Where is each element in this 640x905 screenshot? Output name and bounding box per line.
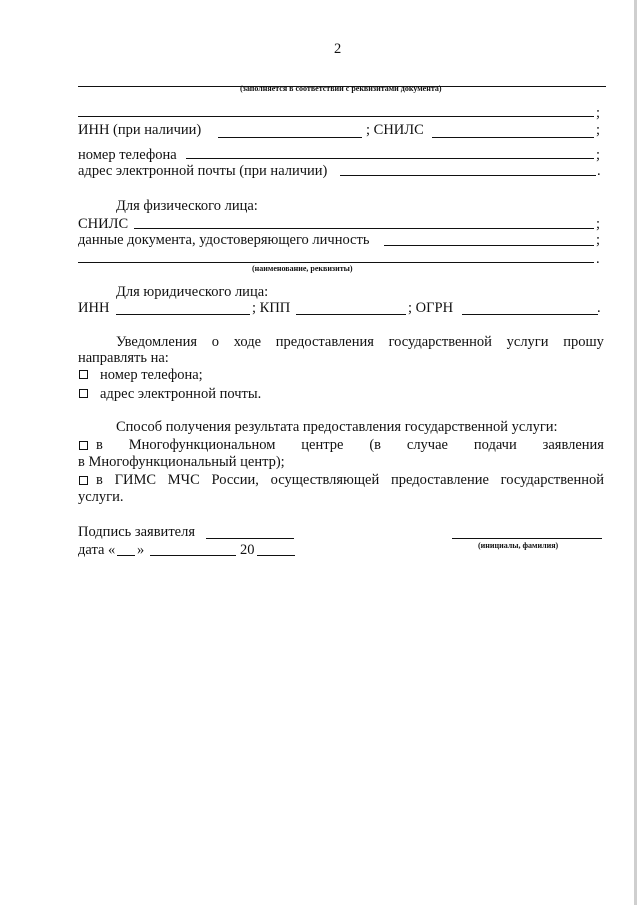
- date-label: дата «: [78, 542, 116, 558]
- date-close-quote: »: [137, 542, 145, 558]
- phone-end-semicolon: ;: [596, 147, 601, 163]
- page-edge-shadow: [634, 0, 637, 905]
- legal-kpp-input-line[interactable]: [296, 314, 406, 315]
- word: предоставление: [390, 472, 489, 488]
- blank-fill-line: [78, 116, 594, 117]
- snils-label: ; СНИЛС: [366, 122, 424, 138]
- individual-snils-input-line[interactable]: [134, 228, 594, 229]
- phone-input-line[interactable]: [186, 158, 594, 159]
- caption-name-requisites: (наименование, реквизиты): [252, 264, 353, 273]
- signature-input-line[interactable]: [206, 538, 294, 539]
- word: России,: [211, 472, 259, 488]
- date-year-prefix: 20: [240, 542, 255, 558]
- word: ГИМС: [114, 472, 157, 488]
- word: подачи: [473, 437, 517, 453]
- email-input-line[interactable]: [340, 175, 596, 176]
- date-month-input-line[interactable]: [150, 555, 236, 556]
- legal-inn-input-line[interactable]: [116, 314, 250, 315]
- individual-heading: Для физического лица:: [116, 198, 258, 214]
- caption-initials: (инициалы, фамилия): [478, 541, 559, 550]
- legal-ogrn-input-line[interactable]: [462, 314, 598, 315]
- word: о: [211, 334, 219, 350]
- word: центре: [301, 437, 344, 453]
- notify-email-label: адрес электронной почты.: [100, 386, 262, 402]
- word: Уведомления: [116, 334, 198, 350]
- snils-input-line[interactable]: [432, 137, 594, 138]
- word: услуги: [506, 334, 549, 350]
- word: МЧС: [167, 472, 200, 488]
- notify-phone-label: номер телефона;: [100, 367, 203, 383]
- legal-ogrn-label: ; ОГРН: [408, 300, 454, 316]
- legal-inn-label: ИНН: [78, 300, 110, 316]
- initials-input-line[interactable]: [452, 538, 602, 539]
- word: прошу: [563, 334, 604, 350]
- email-label: адрес электронной почты (при наличии): [78, 163, 328, 179]
- page-number: 2: [334, 41, 342, 57]
- result-gims-line1: [96, 471, 604, 489]
- notifications-intro-line2: направлять на:: [78, 350, 169, 366]
- phone-label: номер телефона: [78, 147, 177, 163]
- notify-phone-checkbox[interactable]: [79, 370, 88, 379]
- word: ходе: [233, 334, 262, 350]
- caption-requisites: (заполняется в соответствии с реквизитами документа): [240, 84, 442, 93]
- word: осуществляющей: [270, 472, 380, 488]
- notify-email-checkbox[interactable]: [79, 389, 88, 398]
- result-heading: Способ получения результата предоставления государственной услуги:: [116, 419, 558, 435]
- word: предоставления: [275, 334, 374, 350]
- individual-snils-semicolon: ;: [596, 216, 601, 232]
- word: заявления: [542, 437, 604, 453]
- word: государственной: [500, 472, 604, 488]
- snils-end-semicolon: ;: [596, 122, 601, 138]
- id-document-semicolon: ;: [596, 232, 601, 248]
- inn-input-line[interactable]: [218, 137, 362, 138]
- signature-label: Подпись заявителя: [78, 524, 195, 540]
- date-day-input-line[interactable]: [117, 555, 135, 556]
- semicolon-mark: ;: [596, 105, 601, 121]
- word: случае: [406, 437, 448, 453]
- legal-kpp-label: ; КПП: [252, 300, 291, 316]
- word: государственной: [388, 334, 492, 350]
- result-mfc-checkbox[interactable]: [79, 441, 88, 450]
- inn-label: ИНН (при наличии): [78, 122, 202, 138]
- id-document-input-line[interactable]: [384, 245, 594, 246]
- result-gims-line2: услуги.: [78, 489, 124, 505]
- result-gims-checkbox[interactable]: [79, 476, 88, 485]
- word: в: [96, 472, 103, 488]
- word: (в: [369, 437, 382, 453]
- id-document-end-period: .: [596, 251, 600, 267]
- date-year-input-line[interactable]: [257, 555, 295, 556]
- word: в: [96, 437, 103, 453]
- result-mfc-line2: в Многофункциональный центр);: [78, 454, 285, 470]
- id-document-label: данные документа, удостоверяющего личность: [78, 232, 370, 248]
- word: Многофункциональном: [128, 437, 276, 453]
- legal-end-period: .: [597, 300, 601, 316]
- individual-snils-label: СНИЛС: [78, 216, 129, 232]
- notifications-intro-line1: [116, 333, 604, 351]
- id-document-extra-line[interactable]: [78, 262, 594, 263]
- result-mfc-line1: [96, 436, 604, 454]
- legal-heading: Для юридического лица:: [116, 284, 269, 300]
- email-end-period: .: [597, 163, 601, 179]
